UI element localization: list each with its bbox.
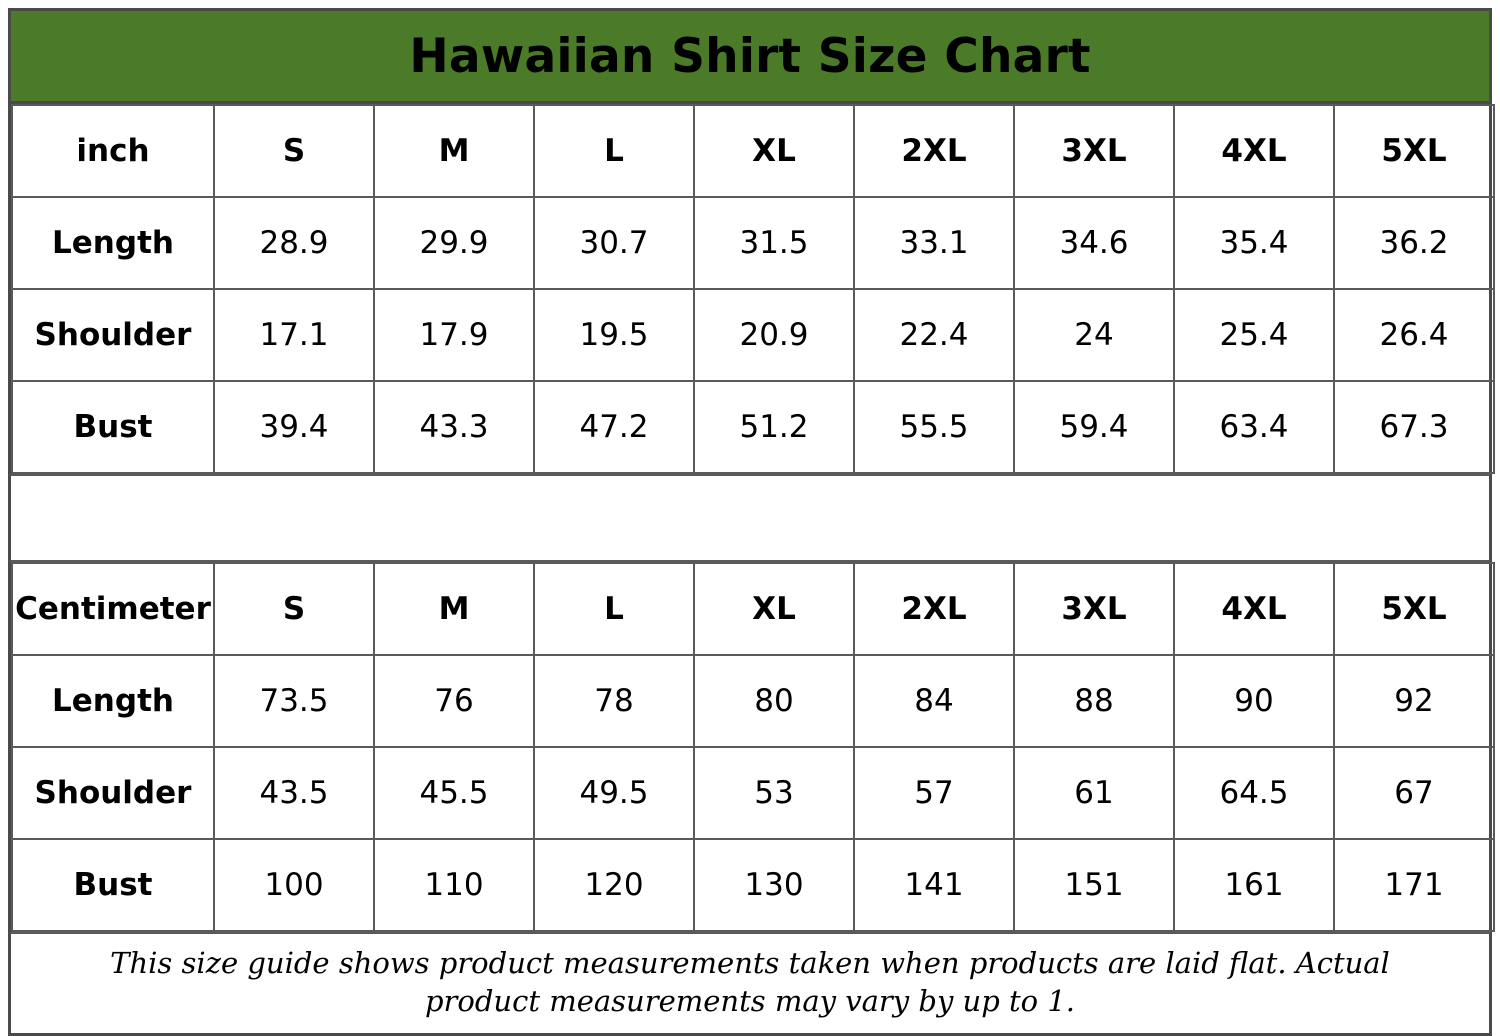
cell-length-3xl-cm: 88 — [1014, 655, 1174, 747]
cell-length-l-cm: 78 — [534, 655, 694, 747]
cell-length-4xl: 35.4 — [1174, 197, 1334, 289]
cell-bust-xl: 51.2 — [694, 381, 854, 473]
cell-bust-m-cm: 110 — [374, 839, 534, 931]
cell-shoulder-2xl-cm: 57 — [854, 747, 1014, 839]
cell-bust-3xl-cm: 151 — [1014, 839, 1174, 931]
unit-label-inch: inch — [12, 105, 214, 197]
size-header-2xl: 2XL — [854, 105, 1014, 197]
row-label-length-cm: Length — [12, 655, 214, 747]
cell-bust-2xl-cm: 141 — [854, 839, 1014, 931]
cell-length-l: 30.7 — [534, 197, 694, 289]
size-header-3xl-cm: 3XL — [1014, 563, 1174, 655]
cell-length-5xl: 36.2 — [1334, 197, 1494, 289]
row-label-shoulder: Shoulder — [12, 289, 214, 381]
cell-length-s-cm: 73.5 — [214, 655, 374, 747]
cell-shoulder-2xl: 22.4 — [854, 289, 1014, 381]
cell-shoulder-l: 19.5 — [534, 289, 694, 381]
table-row — [12, 839, 1494, 931]
table-row — [12, 197, 1494, 289]
cell-bust-xl-cm: 130 — [694, 839, 854, 931]
table-separator — [8, 474, 1492, 562]
cell-length-xl-cm: 80 — [694, 655, 854, 747]
cell-length-m-cm: 76 — [374, 655, 534, 747]
cell-shoulder-4xl-cm: 64.5 — [1174, 747, 1334, 839]
size-header-xl-cm: XL — [694, 563, 854, 655]
cell-shoulder-l-cm: 49.5 — [534, 747, 694, 839]
centimeter-table-wrapper — [8, 562, 1492, 932]
cell-shoulder-m: 17.9 — [374, 289, 534, 381]
cell-shoulder-s-cm: 43.5 — [214, 747, 374, 839]
page-title: Hawaiian Shirt Size Chart — [409, 28, 1091, 84]
size-header-2xl-cm: 2XL — [854, 563, 1014, 655]
cell-bust-s-cm: 100 — [214, 839, 374, 931]
cell-shoulder-m-cm: 45.5 — [374, 747, 534, 839]
cell-shoulder-xl: 20.9 — [694, 289, 854, 381]
size-header-l-cm: L — [534, 563, 694, 655]
table-header-row — [12, 563, 1494, 655]
size-header-s-cm: S — [214, 563, 374, 655]
cell-length-2xl: 33.1 — [854, 197, 1014, 289]
size-header-5xl: 5XL — [1334, 105, 1494, 197]
cell-length-m: 29.9 — [374, 197, 534, 289]
size-header-l: L — [534, 105, 694, 197]
size-header-5xl-cm: 5XL — [1334, 563, 1494, 655]
cell-length-2xl-cm: 84 — [854, 655, 1014, 747]
cell-length-3xl: 34.6 — [1014, 197, 1174, 289]
cell-shoulder-s: 17.1 — [214, 289, 374, 381]
cell-length-xl: 31.5 — [694, 197, 854, 289]
cell-bust-2xl: 55.5 — [854, 381, 1014, 473]
table-row — [12, 289, 1494, 381]
cell-bust-3xl: 59.4 — [1014, 381, 1174, 473]
size-header-xl: XL — [694, 105, 854, 197]
table-row — [12, 747, 1494, 839]
cell-bust-5xl-cm: 171 — [1334, 839, 1494, 931]
row-label-bust: Bust — [12, 381, 214, 473]
centimeter-size-table — [11, 562, 1495, 932]
size-guide-note: This size guide shows product measurements taken when products are laid flat. Actual product measurements may vary by up to 1. — [8, 932, 1492, 1036]
chart-title-bar — [8, 8, 1492, 104]
row-label-bust-cm: Bust — [12, 839, 214, 931]
size-header-3xl: 3XL — [1014, 105, 1174, 197]
cell-bust-s: 39.4 — [214, 381, 374, 473]
table-header-row — [12, 105, 1494, 197]
table-row — [12, 655, 1494, 747]
size-header-4xl: 4XL — [1174, 105, 1334, 197]
cell-shoulder-4xl: 25.4 — [1174, 289, 1334, 381]
size-header-m: M — [374, 105, 534, 197]
cell-bust-5xl: 67.3 — [1334, 381, 1494, 473]
unit-label-centimeter: Centimeter — [12, 563, 214, 655]
size-header-s: S — [214, 105, 374, 197]
cell-shoulder-3xl: 24 — [1014, 289, 1174, 381]
cell-bust-4xl-cm: 161 — [1174, 839, 1334, 931]
cell-length-5xl-cm: 92 — [1334, 655, 1494, 747]
cell-length-4xl-cm: 90 — [1174, 655, 1334, 747]
inch-size-table — [11, 104, 1495, 474]
cell-length-s: 28.9 — [214, 197, 374, 289]
row-label-length: Length — [12, 197, 214, 289]
row-label-shoulder-cm: Shoulder — [12, 747, 214, 839]
cell-shoulder-5xl-cm: 67 — [1334, 747, 1494, 839]
cell-bust-l-cm: 120 — [534, 839, 694, 931]
cell-bust-m: 43.3 — [374, 381, 534, 473]
cell-shoulder-xl-cm: 53 — [694, 747, 854, 839]
cell-shoulder-3xl-cm: 61 — [1014, 747, 1174, 839]
inch-table-wrapper — [8, 104, 1492, 474]
cell-bust-l: 47.2 — [534, 381, 694, 473]
cell-shoulder-5xl: 26.4 — [1334, 289, 1494, 381]
cell-bust-4xl: 63.4 — [1174, 381, 1334, 473]
size-header-4xl-cm: 4XL — [1174, 563, 1334, 655]
size-header-m-cm: M — [374, 563, 534, 655]
table-row — [12, 381, 1494, 473]
